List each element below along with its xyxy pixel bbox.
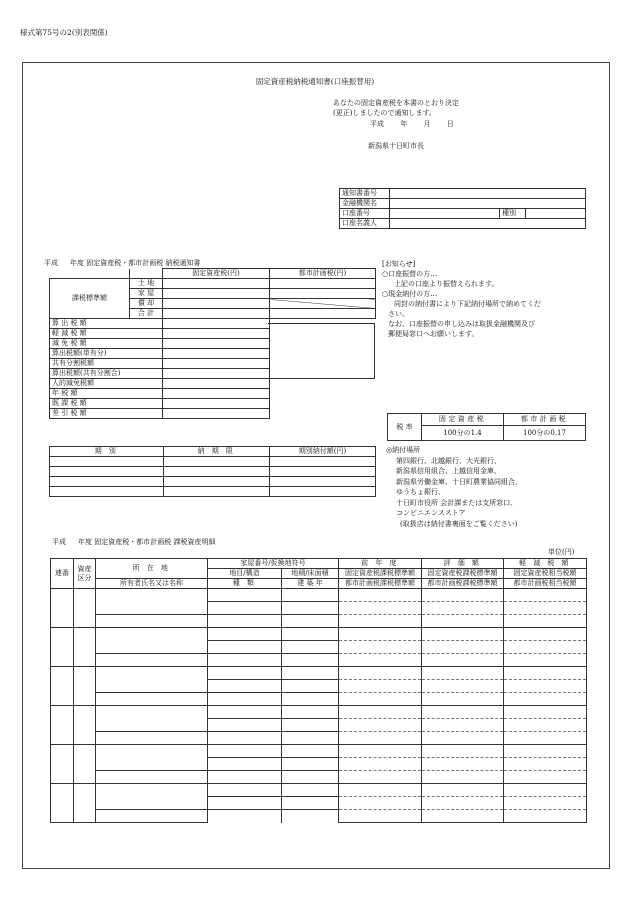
owner-cell <box>96 654 208 667</box>
class-cell <box>74 667 96 706</box>
area-cell <box>282 797 339 810</box>
house-cell <box>208 719 282 732</box>
location-cell <box>96 784 208 810</box>
value-cell <box>504 810 587 823</box>
value-cell <box>504 719 587 732</box>
account-row <box>340 209 586 219</box>
value-cell <box>339 641 422 654</box>
detail-table <box>50 558 587 823</box>
value-cell <box>339 654 422 667</box>
account-row <box>340 219 586 229</box>
location-cell <box>96 745 208 771</box>
value-cell <box>422 771 504 784</box>
value-cell <box>339 680 422 693</box>
table-header-row <box>51 559 587 569</box>
table-row <box>50 487 376 497</box>
table-row <box>50 399 376 409</box>
table-row <box>50 389 376 399</box>
diagonal-cell <box>270 299 376 309</box>
date-month: 月 <box>423 120 431 128</box>
due-header: 納 期 限 <box>164 447 270 457</box>
value-cell <box>339 589 422 602</box>
value-cell <box>422 589 504 602</box>
rate-fixed-header: 固定資産税 <box>422 414 504 426</box>
value-cell <box>422 745 504 758</box>
location-header: 所 在 地 <box>96 559 208 579</box>
city-column-border <box>268 323 375 379</box>
class-header: 資産 区分 <box>74 559 96 589</box>
row-label: 差 引 税 額 <box>50 409 163 419</box>
value-cell <box>339 667 422 680</box>
value-cell <box>339 719 422 732</box>
fixed-base-header: 固定資産税課税標準額 <box>339 569 422 579</box>
value-cell <box>504 784 587 797</box>
serial-cell <box>51 589 74 628</box>
chimoku-header: 地目/構造 <box>208 569 282 579</box>
amount-header: 期別納付額(円) <box>270 447 376 457</box>
col-city-header: 都市計画税(円) <box>270 269 376 279</box>
table-row <box>51 810 587 823</box>
owner-cell <box>96 810 208 823</box>
form-label: 様式第75号の2(別表関係) <box>20 28 108 37</box>
table-row <box>50 477 376 487</box>
account-row <box>340 189 586 199</box>
value-cell <box>339 797 422 810</box>
value-cell <box>422 784 504 797</box>
table-row <box>51 615 587 628</box>
class-cell <box>74 706 96 745</box>
value-cell <box>422 680 504 693</box>
house-cell <box>208 810 282 823</box>
class-cell <box>74 745 96 784</box>
value-cell <box>422 602 504 615</box>
pay-place-line: コンビニエンスストア <box>396 509 466 517</box>
area-cell <box>282 693 339 706</box>
house-no-header: 家屋番号/仮換地符号 <box>208 559 339 569</box>
value-cell <box>504 680 587 693</box>
value-cell <box>504 667 587 680</box>
value-cell <box>422 719 504 732</box>
value-cell <box>504 602 587 615</box>
table-row <box>51 589 587 602</box>
area-cell <box>282 784 339 797</box>
info-line: さい。 <box>388 310 409 318</box>
serial-cell <box>51 706 74 745</box>
row-label: 既 課 税 額 <box>50 399 163 409</box>
table-header-row <box>50 269 376 279</box>
value-cell <box>504 654 587 667</box>
pay-place-line: 新潟県労働金庫、十日町農業協同組合、 <box>396 477 522 486</box>
value-cell <box>339 784 422 797</box>
row-label: 人的減免税額 <box>50 379 163 389</box>
prev-year-header: 前 年 度 <box>339 559 422 569</box>
area-cell <box>282 602 339 615</box>
area-cell <box>282 628 339 641</box>
account-row <box>340 199 586 209</box>
table-row <box>50 279 376 289</box>
table-row <box>51 667 587 680</box>
year-header: 建 築 年 <box>282 579 339 589</box>
table-row <box>51 745 587 758</box>
info-box <box>382 259 582 339</box>
value-cell <box>422 667 504 680</box>
location-cell <box>96 667 208 693</box>
area-cell <box>282 758 339 771</box>
class-cell <box>74 784 96 823</box>
house-cell <box>208 615 282 628</box>
base-item: 土 地 <box>130 279 163 289</box>
value-cell <box>504 771 587 784</box>
row-label: 年 税 額 <box>50 389 163 399</box>
house-cell <box>208 758 282 771</box>
info-line: 上記の口座より振替えられます。 <box>394 280 499 288</box>
area-cell <box>282 615 339 628</box>
value-cell <box>504 745 587 758</box>
house-cell <box>208 771 282 784</box>
house-cell <box>208 641 282 654</box>
notice-line-2: (更正)しましたので通知します。 <box>333 109 436 117</box>
area-cell <box>282 706 339 719</box>
base-item: 償 却 <box>130 299 163 309</box>
value-cell <box>339 706 422 719</box>
city-reduce-header: 都市計画税相当税額 <box>504 579 587 589</box>
kind-label: 種別 <box>500 209 526 219</box>
value-cell <box>422 758 504 771</box>
base-item: 合 計 <box>130 309 163 319</box>
mayor-name: 新潟県十日町市長 <box>368 142 424 150</box>
type-header: 種 類 <box>208 579 282 589</box>
holder-label: 口座名義人 <box>340 219 390 229</box>
table-row <box>50 409 376 419</box>
owner-header: 所有者氏名又は名称 <box>96 579 208 589</box>
city-base-header: 都市計画税課税標準額 <box>422 579 504 589</box>
house-cell <box>208 602 282 615</box>
house-cell <box>208 732 282 745</box>
value-cell <box>339 628 422 641</box>
value-cell <box>339 745 422 758</box>
value-cell <box>422 810 504 823</box>
value-cell <box>422 615 504 628</box>
value-cell <box>504 615 587 628</box>
table-row <box>388 414 586 426</box>
rate-label: 税 率 <box>388 414 422 441</box>
area-cell <box>282 771 339 784</box>
house-cell <box>208 680 282 693</box>
table-row <box>51 771 587 784</box>
house-cell <box>208 628 282 641</box>
value-cell <box>504 589 587 602</box>
pay-place-line: ゆうちょ銀行、 <box>396 488 445 496</box>
value-cell <box>339 615 422 628</box>
date-day: 日 <box>446 120 454 128</box>
fixed-reduce-header: 固定資産税相当税額 <box>504 569 587 579</box>
info-line: ○現金納付の方… <box>382 290 438 298</box>
table-row <box>51 784 587 797</box>
notice-line-1: あなたの固定資産税を本書のとおり決定 <box>333 99 459 107</box>
date-era: 平成 <box>370 120 384 128</box>
value-cell <box>339 693 422 706</box>
pay-place-box <box>386 445 596 529</box>
notice-no-label: 通知書番号 <box>340 189 390 199</box>
row-label: 算出税額(単有分) <box>50 349 163 359</box>
area-cell <box>282 654 339 667</box>
table-row <box>50 467 376 477</box>
fixed-base-header: 固定資産税課税標準額 <box>422 569 504 579</box>
info-heading: [お知らせ] <box>382 260 416 268</box>
owner-cell <box>96 771 208 784</box>
info-line: なお、口座振替の申し込みは取扱金融機関及び <box>388 320 535 328</box>
value-cell <box>422 628 504 641</box>
value-cell <box>504 797 587 810</box>
value-cell <box>422 706 504 719</box>
base-item: 家 屋 <box>130 289 163 299</box>
base-label: 課税標準額 <box>50 279 130 319</box>
house-cell <box>208 589 282 602</box>
reduce-header: 軽 減 税 額 <box>504 559 587 569</box>
serial-cell <box>51 745 74 784</box>
area-cell <box>282 680 339 693</box>
tax-notice-heading: 平成 年度 固定資産税・都市計画税 納税通知書 <box>44 259 201 267</box>
area-header: 地積/床面積 <box>282 569 339 579</box>
value-cell <box>504 628 587 641</box>
house-cell <box>208 784 282 797</box>
table-row <box>50 379 376 389</box>
table-row <box>51 628 587 641</box>
detail-heading: 平成 年度 固定資産税・都市計画税 課税資産明細 <box>52 538 216 546</box>
location-cell <box>96 589 208 615</box>
form-title: 固定資産税納税通知書(口座振替用) <box>255 77 375 86</box>
serial-header: 連番 <box>51 559 74 589</box>
value-cell <box>504 758 587 771</box>
pay-place-line: 十日町市役所 会計課または支所窓口、 <box>396 498 518 507</box>
value-cell <box>339 602 422 615</box>
value-cell <box>422 641 504 654</box>
value-cell <box>339 758 422 771</box>
row-label: 軽 減 税 額 <box>50 329 163 339</box>
pay-place-line: 第四銀行、北越銀行、大光銀行、 <box>396 456 501 465</box>
serial-cell <box>51 784 74 823</box>
location-cell <box>96 628 208 654</box>
area-cell <box>282 810 339 823</box>
value-cell <box>504 641 587 654</box>
city-base-header: 都市計画税課税標準額 <box>339 579 422 589</box>
serial-cell <box>51 667 74 706</box>
rate-city-value: 100分の0.17 <box>504 426 586 441</box>
table-row <box>50 457 376 467</box>
table-row <box>51 654 587 667</box>
table-header-row <box>50 447 376 457</box>
owner-cell <box>96 732 208 745</box>
bank-label: 金融機関名 <box>340 199 390 209</box>
value-cell <box>504 706 587 719</box>
area-cell <box>282 719 339 732</box>
period-header: 期 別 <box>50 447 164 457</box>
account-no-label: 口座番号 <box>340 209 390 219</box>
value-cell <box>504 693 587 706</box>
area-cell <box>282 732 339 745</box>
row-label: 減 免 税 額 <box>50 339 163 349</box>
location-cell <box>96 706 208 732</box>
col-fixed-header: 固定資産税(円) <box>163 269 270 279</box>
rate-city-header: 都市計画税 <box>504 414 586 426</box>
info-line: 同封の納付書により下記納付場所で納めてくだ <box>394 300 541 308</box>
owner-cell <box>96 615 208 628</box>
pay-place-line: 新潟県信用組合、上越信用金庫、 <box>396 467 501 475</box>
value-cell <box>422 797 504 810</box>
value-cell <box>422 693 504 706</box>
house-cell <box>208 745 282 758</box>
table-row <box>51 693 587 706</box>
info-line: ○口座振替の方… <box>382 270 438 278</box>
rate-fixed-value: 100分の1.4 <box>422 426 504 441</box>
house-cell <box>208 797 282 810</box>
table-row <box>51 732 587 745</box>
row-label: 算 出 税 額 <box>50 319 163 329</box>
house-cell <box>208 693 282 706</box>
area-cell <box>282 667 339 680</box>
area-cell <box>282 589 339 602</box>
class-cell <box>74 628 96 667</box>
value-cell <box>504 732 587 745</box>
row-label: 算出税額(共有分割合) <box>50 369 163 379</box>
value-cell <box>339 810 422 823</box>
area-cell <box>282 641 339 654</box>
eval-header: 評 価 額 <box>422 559 504 569</box>
owner-cell <box>96 693 208 706</box>
table-row <box>51 706 587 719</box>
class-cell <box>74 589 96 628</box>
periods-table <box>49 446 376 497</box>
house-cell <box>208 667 282 680</box>
notice-date <box>370 120 454 129</box>
row-label: 共有分割税額 <box>50 359 163 369</box>
value-cell <box>339 771 422 784</box>
table-header-row <box>51 579 587 589</box>
value-cell <box>339 732 422 745</box>
house-cell <box>208 654 282 667</box>
date-year: 年 <box>400 120 408 128</box>
area-cell <box>282 745 339 758</box>
value-cell <box>422 654 504 667</box>
info-line: 郵便局窓口へお願いします。 <box>388 330 479 338</box>
serial-cell <box>51 628 74 667</box>
pay-place-heading: ◎納付場所 <box>386 446 421 454</box>
pay-place-line: (取扱店は納付書裏面をご覧ください) <box>400 519 518 528</box>
unit-label: 単位(円) <box>548 548 575 556</box>
tax-rate-table <box>387 413 586 441</box>
house-cell <box>208 706 282 719</box>
account-table <box>339 188 586 229</box>
value-cell <box>422 732 504 745</box>
